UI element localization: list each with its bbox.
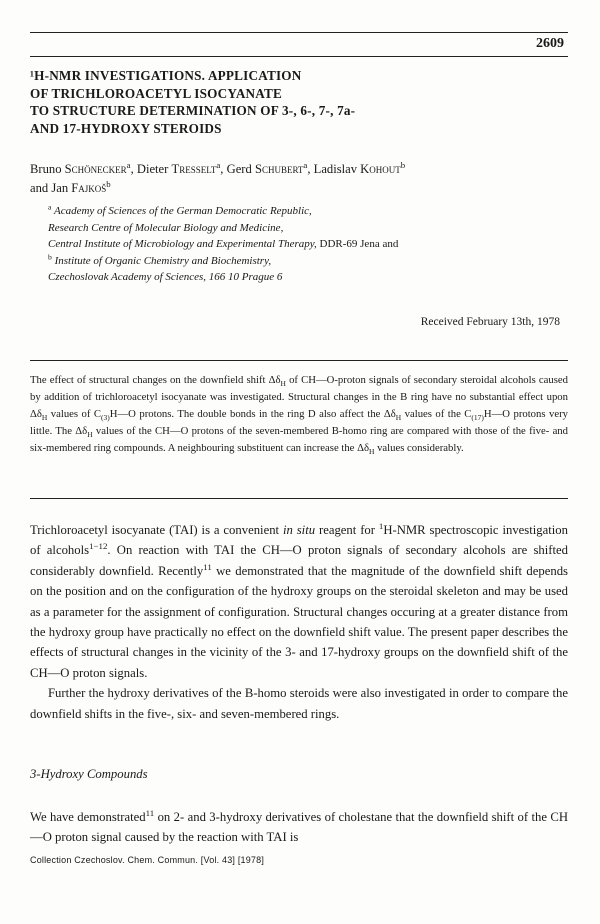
affiliation-line — [48, 253, 568, 270]
reference-marker: 11 — [203, 561, 212, 572]
subscript: (17) — [471, 413, 484, 423]
body-text: . On reaction with TAI the CH—O proton signals of secondary alcohols are shifted considerably downfield. Recently — [30, 543, 568, 578]
reference-marker: 11 — [145, 807, 155, 818]
abstract-text: The effect of structural changes on the downfield shift Δδ — [30, 374, 281, 386]
paragraph — [30, 807, 568, 848]
affiliation-marker: a — [48, 202, 52, 212]
subscript: H — [395, 413, 402, 423]
header-rule — [30, 32, 568, 33]
subscript: (3) — [101, 413, 110, 423]
affiliation-line — [48, 203, 568, 220]
author-last-name: Schönecker — [64, 162, 127, 176]
abstract-text: of CH—O-proton signals of secondary steroidal alcohols caused by addition of trichloroacetyl isocyanate was investigated. Structural changes in the B ring have no substantial effect upon Δδ — [30, 374, 568, 420]
body-text: Trichloroacetyl isocyanate (TAI) is a convenient — [30, 523, 283, 537]
author-last-name: Schubert — [254, 162, 304, 176]
abstract-text: values of the CH—O protons of the seven-membered B-homo ring are compared with those of the five- and six-membered ring compounds. A neighbouring substituent can increase the Δδ — [30, 425, 568, 454]
affiliation-marker: b — [400, 159, 406, 170]
affiliation-marker: b — [48, 251, 52, 261]
author-last-name: Kohout — [360, 162, 401, 176]
subscript: H — [369, 447, 375, 457]
paragraph — [30, 520, 568, 683]
affiliation-location: DDR-69 Jena and — [319, 238, 399, 250]
affiliation-marker: b — [106, 178, 111, 189]
body-text: H-NMR spectroscopic investigation of alcohols — [30, 523, 568, 558]
page-number: 2609 — [536, 36, 564, 51]
abstract-top-rule — [30, 360, 568, 361]
title-line: AND 17-HYDROXY STEROIDS — [30, 120, 222, 136]
title-line: OF TRICHLOROACETYL ISOCYANATE — [30, 85, 283, 101]
subscript: H — [87, 430, 93, 440]
author-first-name: Ladislav — [313, 162, 357, 176]
main-text — [30, 520, 568, 724]
italic-term: in situ — [282, 523, 316, 537]
author-first-name: Gerd — [226, 162, 252, 176]
affiliation-text: Institute of Organic Chemistry and Biochemistry, — [54, 254, 272, 267]
abstract-text: H—O protons very little. The Δδ — [30, 408, 568, 437]
body-text: on 2- and 3-hydroxy derivatives of cholestane that the downfield shift of the CH—O proton signal caused by the reaction with TAI is — [30, 809, 568, 845]
title-line: ¹H-NMR INVESTIGATIONS. APPLICATION — [30, 68, 302, 83]
abstract-text: values of C — [47, 408, 102, 420]
abstract-bottom-rule — [30, 498, 568, 499]
superscript: 1 — [378, 520, 384, 531]
affiliation-line: Research Centre of Molecular Biology and Medicine, — [48, 221, 284, 234]
title-line: TO STRUCTURE DETERMINATION OF 3-, 6-, 7-, 7a- — [30, 103, 356, 119]
author-list: Bruno Schönecker$^a$, Dieter Tresselt$^a$, Gerd Schubert$^a$, Ladislav Kohout$^b$ and Jan Fajkoš$^b$ — [30, 159, 406, 195]
affiliation-line — [48, 236, 568, 253]
author-last-name: Fajkoš — [71, 181, 107, 195]
affiliation-marker: a — [303, 159, 308, 170]
body-text: We have demonstrated — [30, 809, 146, 824]
paragraph: Further the hydroxy derivatives of the B-homo steroids were also investigated in order to compare the downfield shifts in the five-, six- and seven-membered rings. — [30, 686, 568, 721]
author-first-name: Bruno — [30, 162, 62, 176]
abstract — [30, 372, 568, 457]
author-first-name: and Jan — [30, 181, 69, 195]
subscript: H — [280, 379, 286, 389]
affiliation-text: Academy of Sciences of the German Democratic Republic, — [53, 205, 312, 217]
subscript: H — [41, 413, 48, 423]
affiliation-text: Czechoslovak Academy of Sciences, — [48, 271, 207, 283]
abstract-text: H—O protons. The double bonds in the ring D also affect the Δδ — [109, 408, 396, 420]
article-title — [30, 67, 550, 137]
affiliation-text: Central Institute of Microbiology and Experimental Therapy, — [48, 238, 317, 250]
journal-citation-footer: Collection Czechoslov. Chem. Commun. [Vol. 43] [1978] — [30, 855, 265, 865]
affiliations — [48, 203, 568, 286]
body-text: we demonstrated that the magnitude of the downfield shift depends on the position and on the configuration of the hydroxy groups on the steroidal skeleton and may be used as a parameter for the assignment of configuration. Structural changes occuring at a greater distance from the hydroxy group have practically no effect on the downfield shift value. The present paper describes the effects of structural changes in the vicinity of the 3- and 17-hydroxy groups on the downfield shift of the CH—O proton signals. — [30, 563, 568, 680]
main-text-continued — [30, 794, 568, 860]
author-first-name: Dieter — [136, 162, 169, 176]
author-last-name: Tresselt — [171, 162, 217, 176]
affiliation-line — [48, 269, 568, 286]
affiliation-location: 166 10 Prague 6 — [208, 271, 283, 283]
abstract-text: values considerably. — [374, 442, 464, 454]
title-rule — [30, 56, 568, 57]
reference-marker: 1−12 — [89, 541, 108, 552]
affiliation-marker: a — [216, 159, 221, 170]
abstract-text: values of the C — [401, 408, 472, 420]
body-text: reagent for — [315, 523, 379, 537]
received-date: Received February 13th, 1978 — [420, 316, 560, 328]
affiliation-marker: a — [126, 159, 131, 170]
section-heading: 3-Hydroxy Compounds — [30, 767, 148, 781]
